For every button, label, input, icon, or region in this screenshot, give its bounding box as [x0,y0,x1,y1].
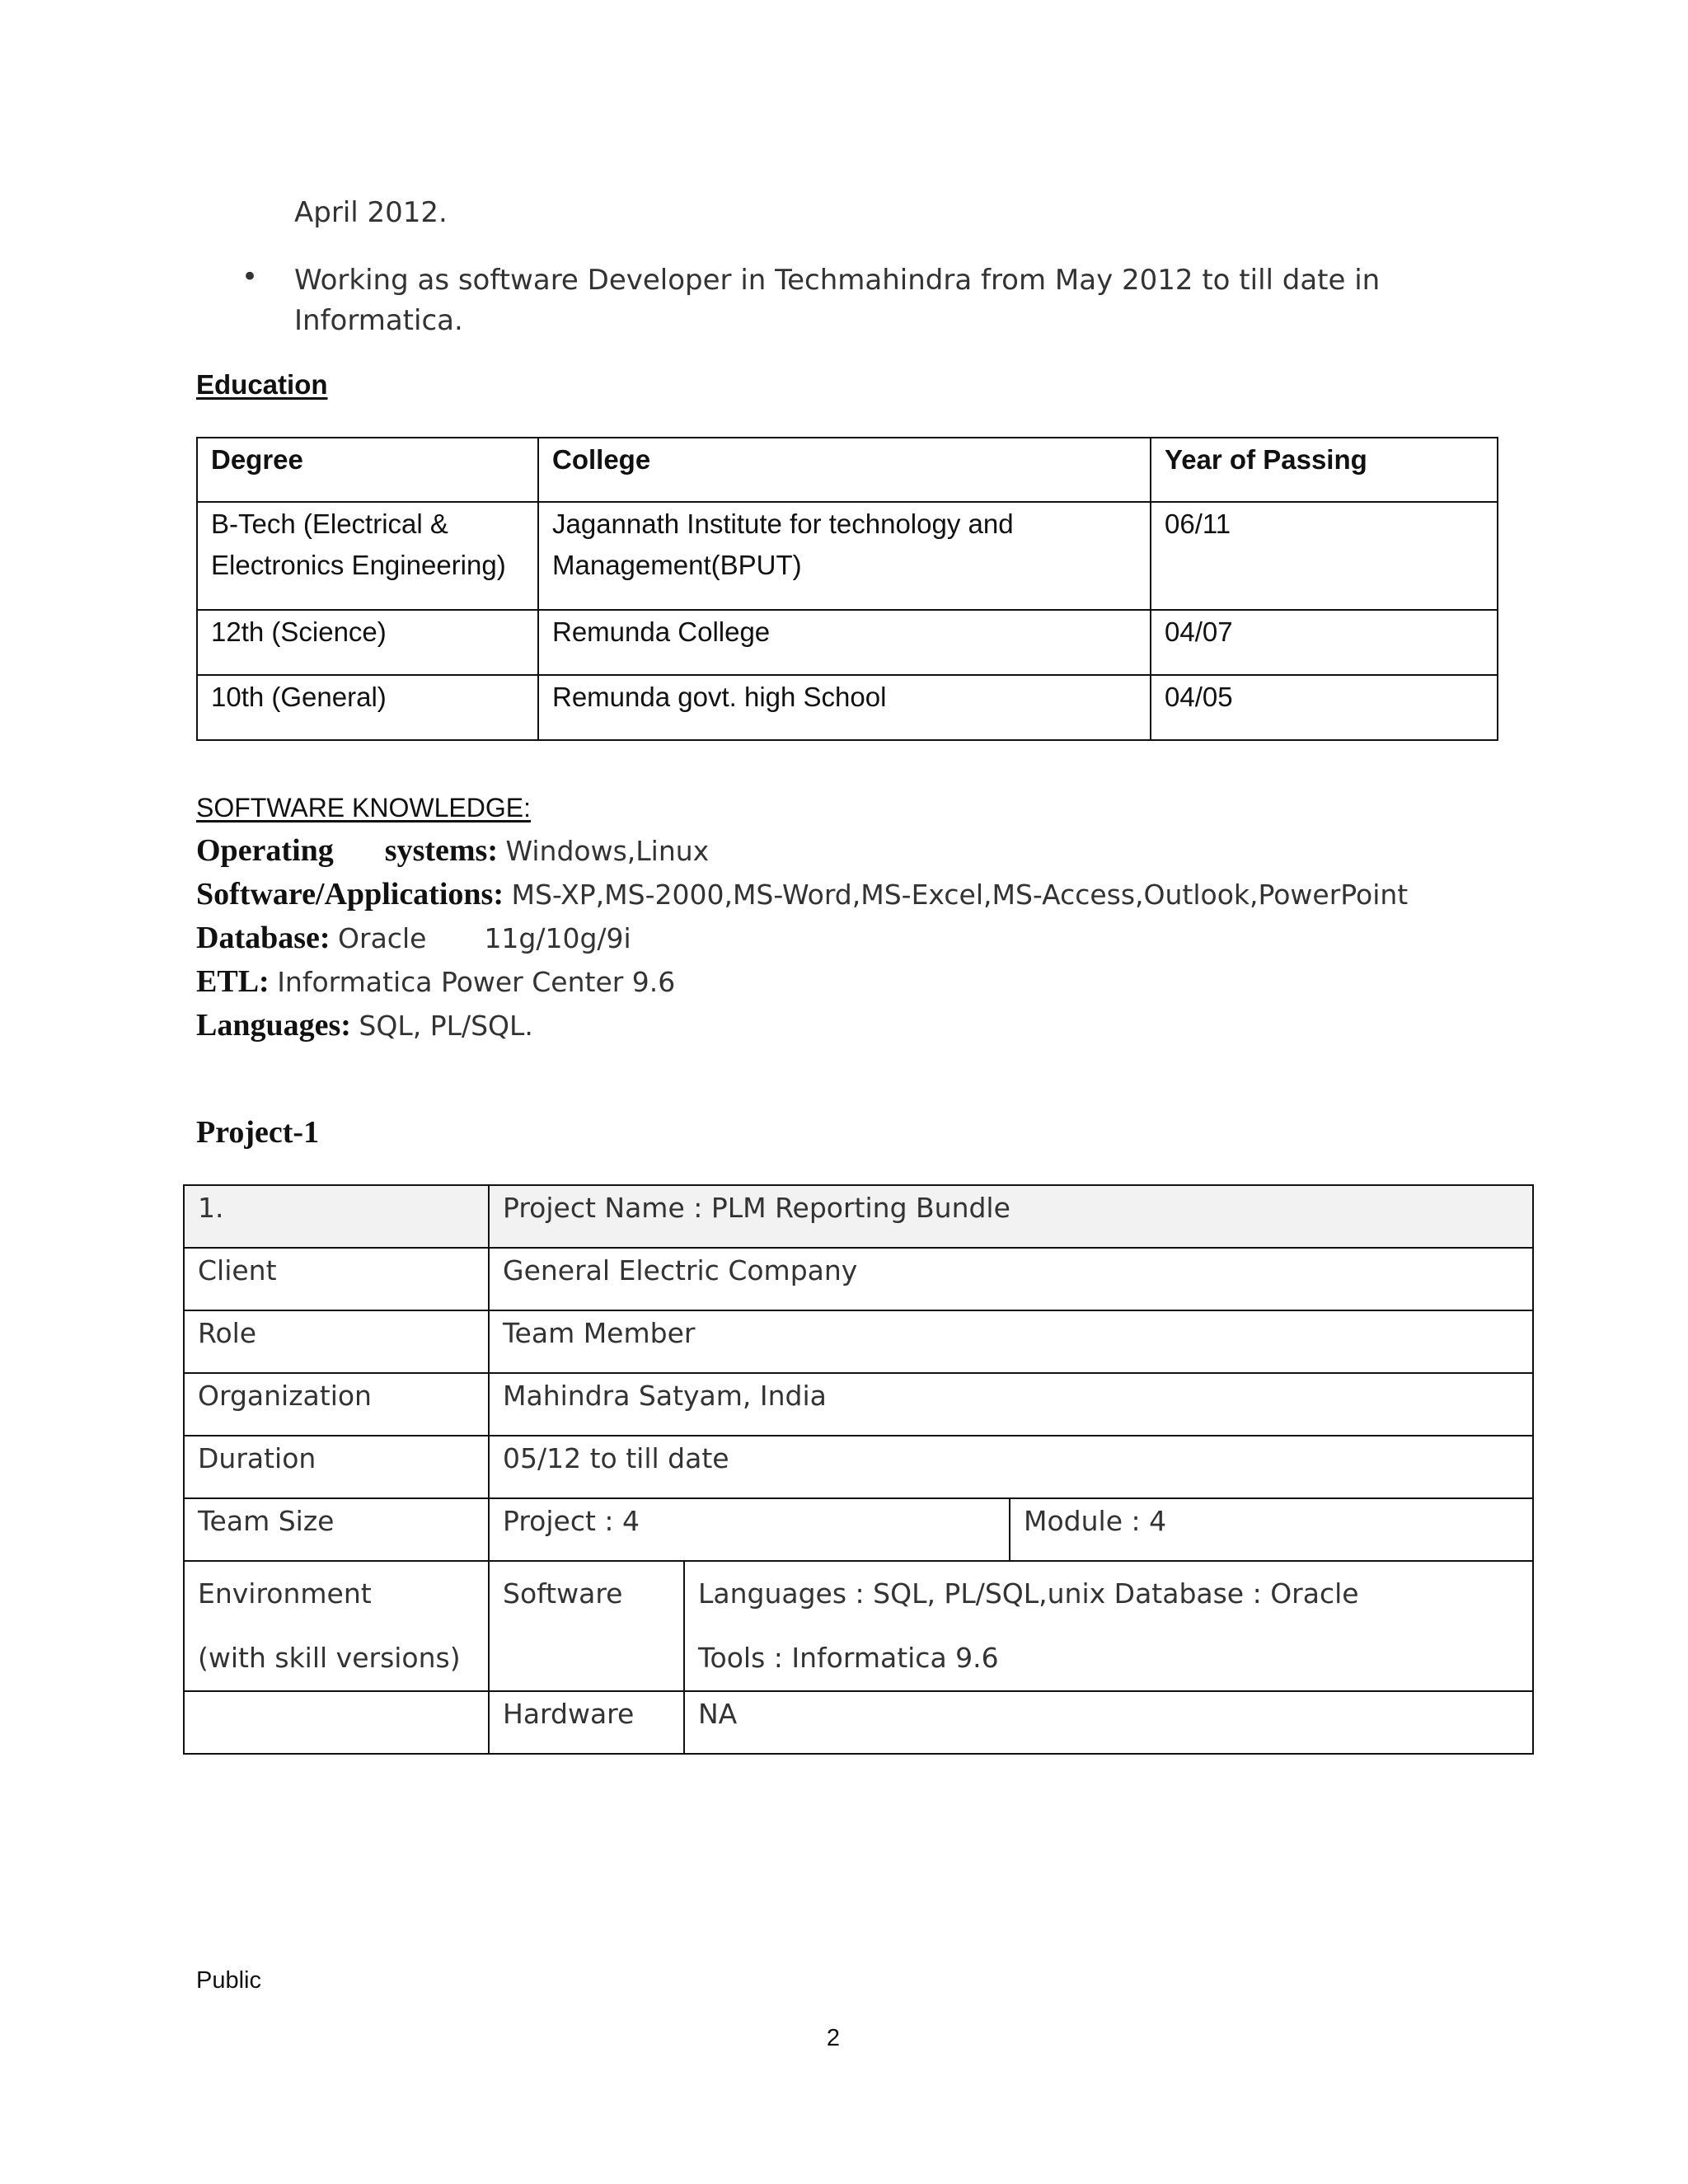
hardware-value: NA [684,1691,1533,1754]
skill-operating-systems [196,832,709,869]
experience-continuation: April 2012. [294,196,448,229]
client-value: General Electric Company [489,1248,1533,1310]
project-number: 1. [184,1185,489,1248]
education-heading: Education [196,369,328,400]
table-header-row [197,438,1498,502]
page-number: 2 [826,2025,841,2051]
table-row [184,1436,1533,1498]
skill-languages [196,1007,533,1043]
cell-college: Remunda govt. high School [538,675,1151,740]
team-size-project: Project : 4 [489,1498,1010,1561]
table-row [184,1248,1533,1310]
cell-year: 04/07 [1151,610,1498,675]
education-table [196,437,1498,741]
db-value-2: 11g/10g/9i [484,922,631,954]
table-row [184,1310,1533,1373]
environment-label-line-2: (with skill versions) [198,1642,461,1674]
os-label-1: Operating [196,833,334,868]
header-degree: Degree [197,438,538,502]
cell-degree: B-Tech (Electrical & Electronics Engineering) [197,502,538,610]
os-value: Windows,Linux [505,835,710,867]
bullet-icon: • [241,260,259,293]
experience-bullet: Working as software Developer in Techmahindra from May 2012 to till date in Informatica. [294,264,1381,337]
organization-value: Mahindra Satyam, India [489,1373,1533,1436]
apps-value: MS-XP,MS-2000,MS-Word,MS-Excel,MS-Access,Outlook,PowerPoint [511,879,1409,911]
apps-label: Software/Applications: [196,877,504,912]
client-label: Client [184,1248,489,1310]
team-size-module: Module : 4 [1010,1498,1533,1561]
environment-label [184,1561,489,1691]
software-label: Software [489,1561,684,1691]
project-heading: Project-1 [196,1115,320,1150]
table-row [184,1498,1533,1561]
software-line-1: Languages : SQL, PL/SQL,unix Database : Oracle [698,1577,1359,1610]
environment-label-line-1: Environment [198,1577,372,1610]
cell-year: 06/11 [1151,502,1498,610]
table-row [197,502,1498,610]
project-table [183,1184,1534,1755]
cell-college: Jagannath Institute for technology and Management(BPUT) [538,502,1151,610]
duration-value: 05/12 to till date [489,1436,1533,1498]
table-row [184,1561,1533,1691]
lang-label: Languages: [196,1008,351,1043]
lang-value: SQL, PL/SQL. [359,1010,533,1042]
skill-database [196,920,631,956]
footer-classification: Public [196,1967,261,1994]
software-line-2: Tools : Informatica 9.6 [698,1642,999,1674]
role-label: Role [184,1310,489,1373]
header-year: Year of Passing [1151,438,1498,502]
cell-college: Remunda College [538,610,1151,675]
db-value-1: Oracle [338,922,427,954]
skill-etl [196,963,675,1000]
cell-degree: 12th (Science) [197,610,538,675]
etl-label: ETL: [196,964,270,999]
db-label: Database: [196,921,331,955]
skill-software-applications [196,876,1408,912]
hardware-label: Hardware [489,1691,684,1754]
software-knowledge-heading: SOFTWARE KNOWLEDGE: [196,793,531,823]
table-row [184,1185,1533,1248]
duration-label: Duration [184,1436,489,1498]
table-row [184,1373,1533,1436]
table-row [197,675,1498,740]
etl-value: Informatica Power Center 9.6 [277,966,676,998]
table-row [184,1691,1533,1754]
project-name: Project Name : PLM Reporting Bundle [489,1185,1533,1248]
software-value [684,1561,1533,1691]
table-row [197,610,1498,675]
organization-label: Organization [184,1373,489,1436]
team-size-label: Team Size [184,1498,489,1561]
cell-year: 04/05 [1151,675,1498,740]
os-label-2: systems: [384,833,498,868]
header-college: College [538,438,1151,502]
empty-cell [184,1691,489,1754]
role-value: Team Member [489,1310,1533,1373]
cell-degree: 10th (General) [197,675,538,740]
